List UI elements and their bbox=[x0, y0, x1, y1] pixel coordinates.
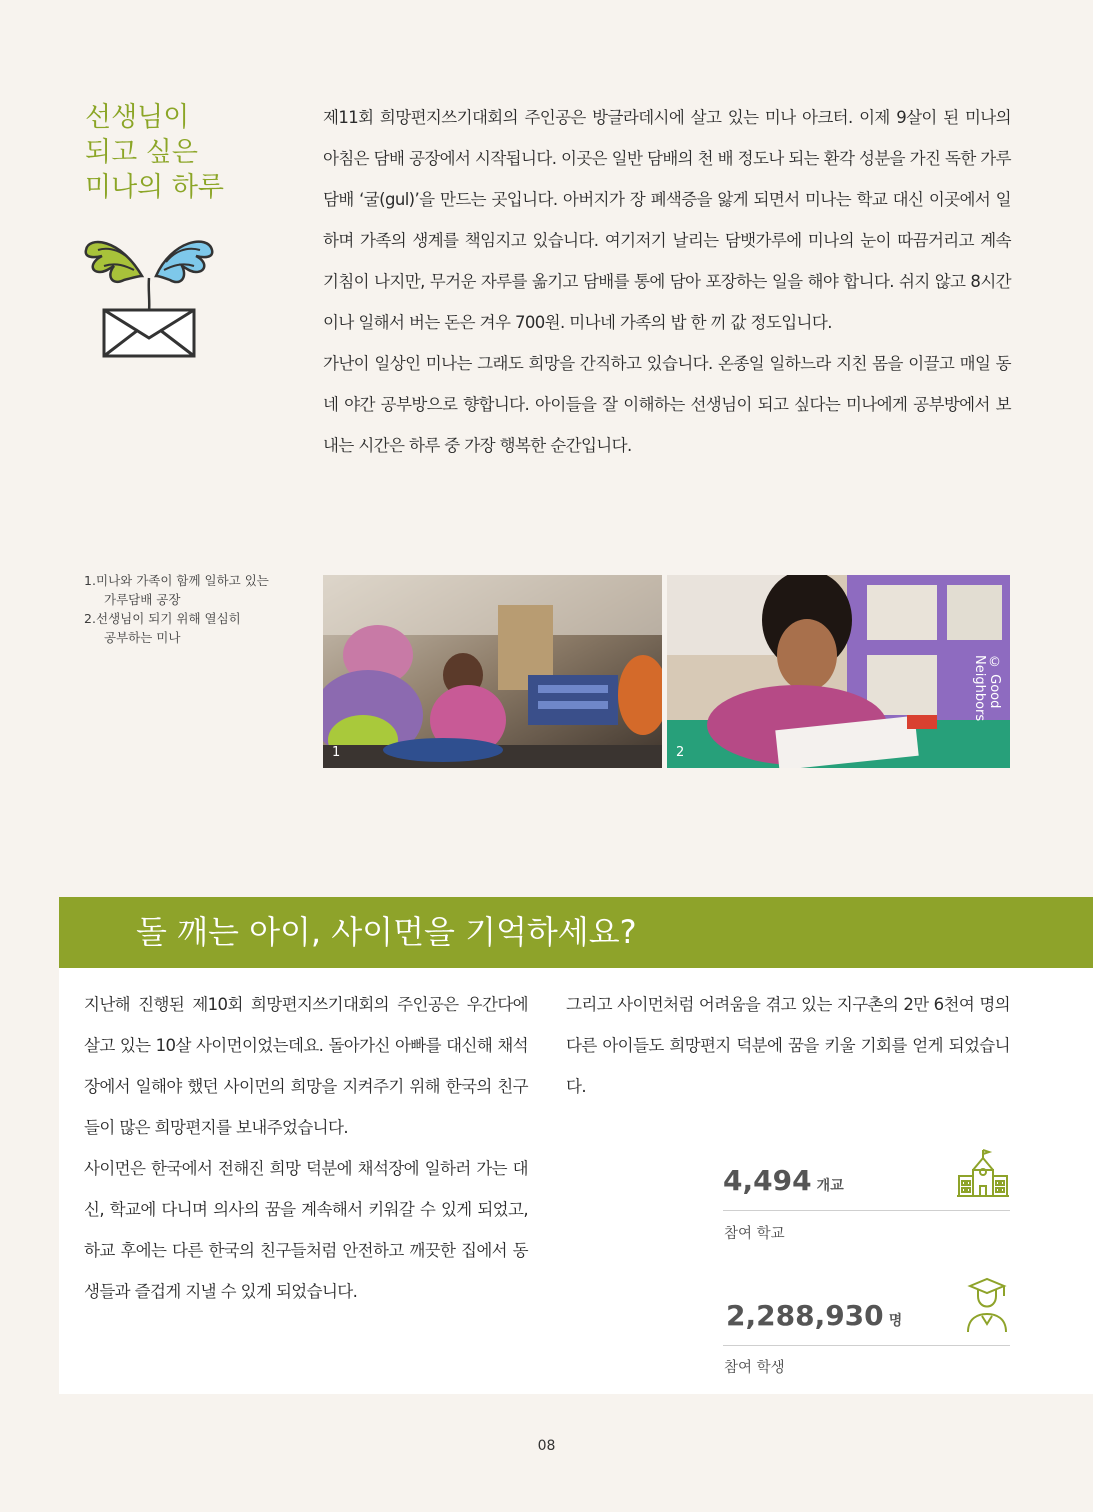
caption-2 bbox=[84, 609, 314, 647]
section-heading: 돌 깨는 아이, 사이먼을 기억하세요? bbox=[136, 913, 637, 951]
section-left-column bbox=[84, 984, 528, 1312]
photo-credit: © Good Neighbors bbox=[972, 655, 1002, 722]
stat-divider bbox=[723, 1210, 1010, 1211]
caption-line: 가루담배 공장 bbox=[104, 592, 181, 607]
story-title-line: 되고 싶은 bbox=[85, 137, 198, 168]
stat-unit: 개교 bbox=[816, 1178, 844, 1194]
caption-text bbox=[96, 571, 269, 609]
winged-envelope-icon bbox=[80, 228, 220, 364]
studying-photo bbox=[667, 575, 1010, 768]
story-paragraph: 제11회 희망편지쓰기대회의 주인공은 방글라데시에 살고 있는 미나 아크터. 이제 9살이 된 미나의 아침은 담배 공장에서 시작됩니다. 이곳은 일반 담배의 천 배 정도나 되는 환각 성분을 가진 독한 가루담배 ‘굴(gul)’을 만드는 곳입니다. 아버지가 장 폐색증을 앓게 되면서 미나는 학교 대신 이곳에서 일하며 가족의 생계를 책임지고 있습니다. 여기저기 날리는 담뱃가루에 미나의 눈이 따끔거리고 계속 기침이 나지만, 무거운 자루를 옮기고 담배를 통에 담아 포장하는 일을 해야 합니다. 쉬지 않고 8시간이나 일해서 버는 돈은 겨우 700원. 미나네 가족의 밥 한 끼 값 정도입니다. bbox=[323, 108, 1011, 332]
stat-schools-value-row bbox=[723, 1165, 844, 1197]
stat-label: 참여 학교 bbox=[724, 1226, 785, 1242]
section-paragraph: 사이먼은 한국에서 전해진 희망 덕분에 채석장에 일하러 가는 대신, 학교에 다니며 의사의 꿈을 계속해서 키워갈 수 있게 되었고, 하교 후에는 다른 한국의 친구들처럼 안전하고 깨끗한 집에서 동생들과 즐겁게 지낼 수 있게 되었습니다. bbox=[84, 1159, 528, 1301]
section-paragraph: 지난해 진행된 제10회 희망편지쓰기대회의 주인공은 우간다에 살고 있는 10살 사이먼이었는데요. 돌아가신 아빠를 대신해 채석장에서 일해야 했던 사이먼의 희망을 지켜주기 위해 한국의 친구들이 많은 희망편지를 보내주었습니다. bbox=[84, 995, 528, 1137]
stat-students-value-row bbox=[726, 1300, 902, 1332]
story-body bbox=[323, 97, 1011, 466]
caption-line: 선생님이 되기 위해 열심히 bbox=[96, 611, 241, 626]
section-paragraph: 그리고 사이먼처럼 어려움을 겪고 있는 지구촌의 2만 6천여 명의 다른 아이들도 희망편지 덕분에 꿈을 키울 기회를 얻게 되었습니다. bbox=[566, 995, 1010, 1096]
photo-number: 2 bbox=[676, 745, 685, 760]
section-right-column bbox=[566, 984, 1010, 1107]
caption-line: 미나와 가족이 함께 일하고 있는 bbox=[96, 573, 269, 588]
story-paragraph: 가난이 일상인 미나는 그래도 희망을 간직하고 있습니다. 온종일 일하느라 지친 몸을 이끌고 매일 동네 야간 공부방으로 향합니다. 아이들을 잘 이해하는 선생님이 되고 싶다는 미나에게 공부방에서 보내는 시간은 하루 중 가장 행복한 순간입니다. bbox=[323, 354, 1011, 455]
story-title-line: 선생님이 bbox=[85, 102, 190, 133]
section-heading-band bbox=[59, 897, 1093, 968]
stat-value: 4,494 bbox=[723, 1164, 812, 1197]
caption-line: 공부하는 미나 bbox=[104, 630, 181, 645]
caption-1 bbox=[84, 571, 314, 609]
caption-number: 2. bbox=[84, 611, 96, 626]
stat-divider bbox=[723, 1345, 1010, 1346]
stat-value: 2,288,930 bbox=[726, 1299, 884, 1332]
caption-text bbox=[96, 609, 241, 647]
graduate-icon bbox=[964, 1276, 1010, 1334]
caption-number: 1. bbox=[84, 573, 96, 588]
story-title-line: 미나의 하루 bbox=[85, 172, 224, 203]
page-number: 08 bbox=[537, 1438, 556, 1454]
story-title bbox=[85, 100, 305, 205]
photo-number: 1 bbox=[332, 745, 341, 760]
photo-captions bbox=[84, 571, 314, 647]
school-icon bbox=[955, 1148, 1011, 1200]
factory-photo bbox=[323, 575, 662, 768]
stat-unit: 명 bbox=[888, 1313, 903, 1329]
stat-label: 참여 학생 bbox=[724, 1360, 785, 1376]
